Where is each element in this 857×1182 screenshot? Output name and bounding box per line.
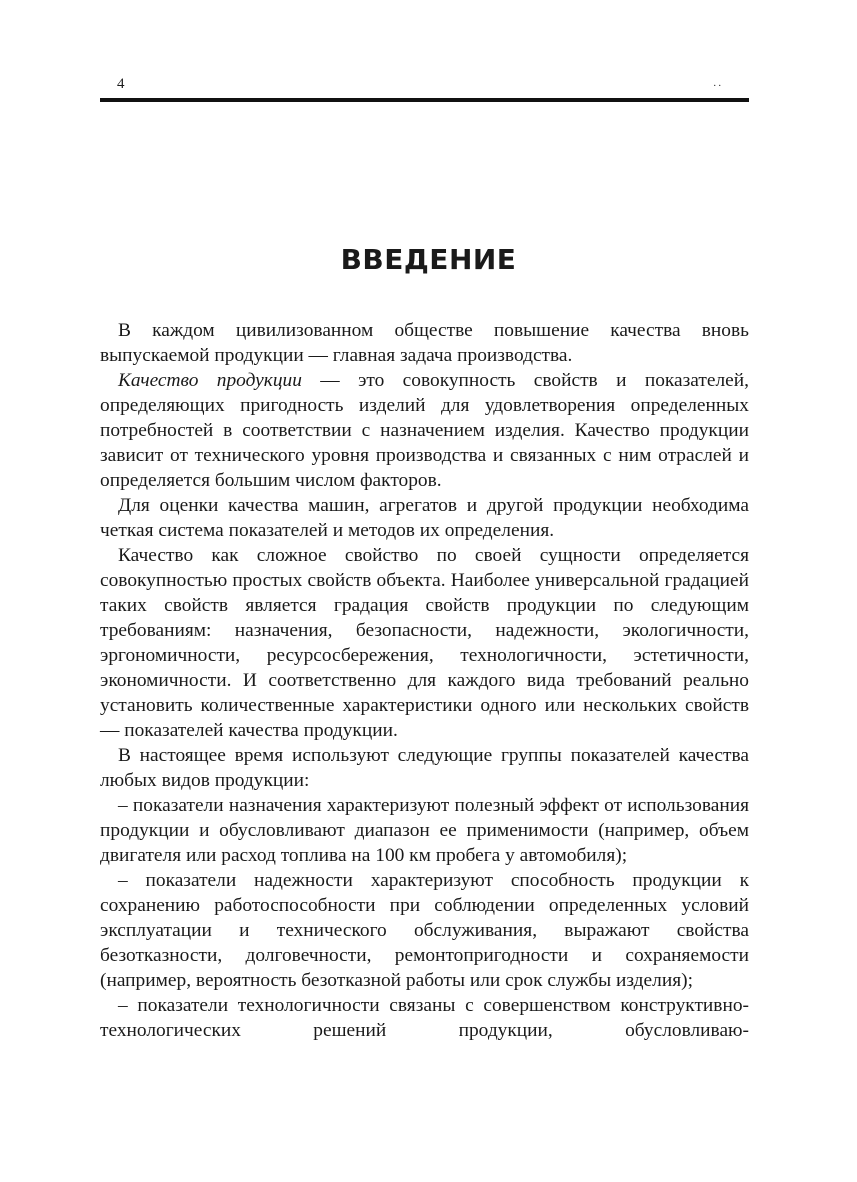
chapter-title: ВВЕДЕНИЕ [340,243,517,276]
paragraph-evaluation: Для оценки качества машин, агрегатов и другой продукции необходима четкая система показателей и методов их определения. [100,495,749,541]
paragraph-definition [100,368,749,493]
paragraph-groups-intro: В настоящее время используют следующие группы показателей качества любых видов продукции: [100,745,749,791]
header-corner-mark: . . [713,78,721,89]
list-item-manufacturability-indicators: – показатели технологичности связаны с совершенством конструктивно-технологических решений продукции, обусловливаю- [100,995,749,1041]
list-item-reliability-indicators: – показатели надежности характеризуют способность продукции к сохранению работоспособности при соблюдении определенных условий эксплуатации и технического обслуживания, выражают свойства безотказности, долговечности, ремонтопригодности и сохраняемости (например, вероятность безотказной работы или срок службы изделия); [100,870,749,991]
page-number: 4 [117,76,125,92]
paragraph-properties: Качество как сложное свойство по своей сущности определяется совокупностью простых свойств объекта. Наиболее универсальной градацией таких свойств является градация свойств продукции по следующим требованиям: назначения, безопасности, надежности, экологичности, эргономичности, ресурсосбережения, технологичности, эстетичности, экономичности. И соответственно для каждого вида требований реально установить количественные характеристики одного или нескольких свойств — показателей качества продукции. [100,545,749,741]
running-header [100,76,749,102]
definition-text: — это совокупность свойств и показателей, определяющих пригодность изделий для удовлетворения определенных потребностей в соответствии с назначением изделия. Качество продукции зависит от технического уровня производства и связанных с ним отраслей и определяется большим числом факторов. [100,370,749,491]
defined-term: Качество продукции [118,370,302,391]
paragraph-intro: В каждом цивилизованном обществе повышение качества вновь выпускаемой продукции — главная задача производства. [100,320,749,366]
body-text [100,318,749,1043]
list-item-purpose-indicators: – показатели назначения характеризуют полезный эффект от использования продукции и обусловливают диапазон ее применимости (например, объем двигателя или расход топлива на 100 км пробега у автомобиля); [100,795,749,866]
